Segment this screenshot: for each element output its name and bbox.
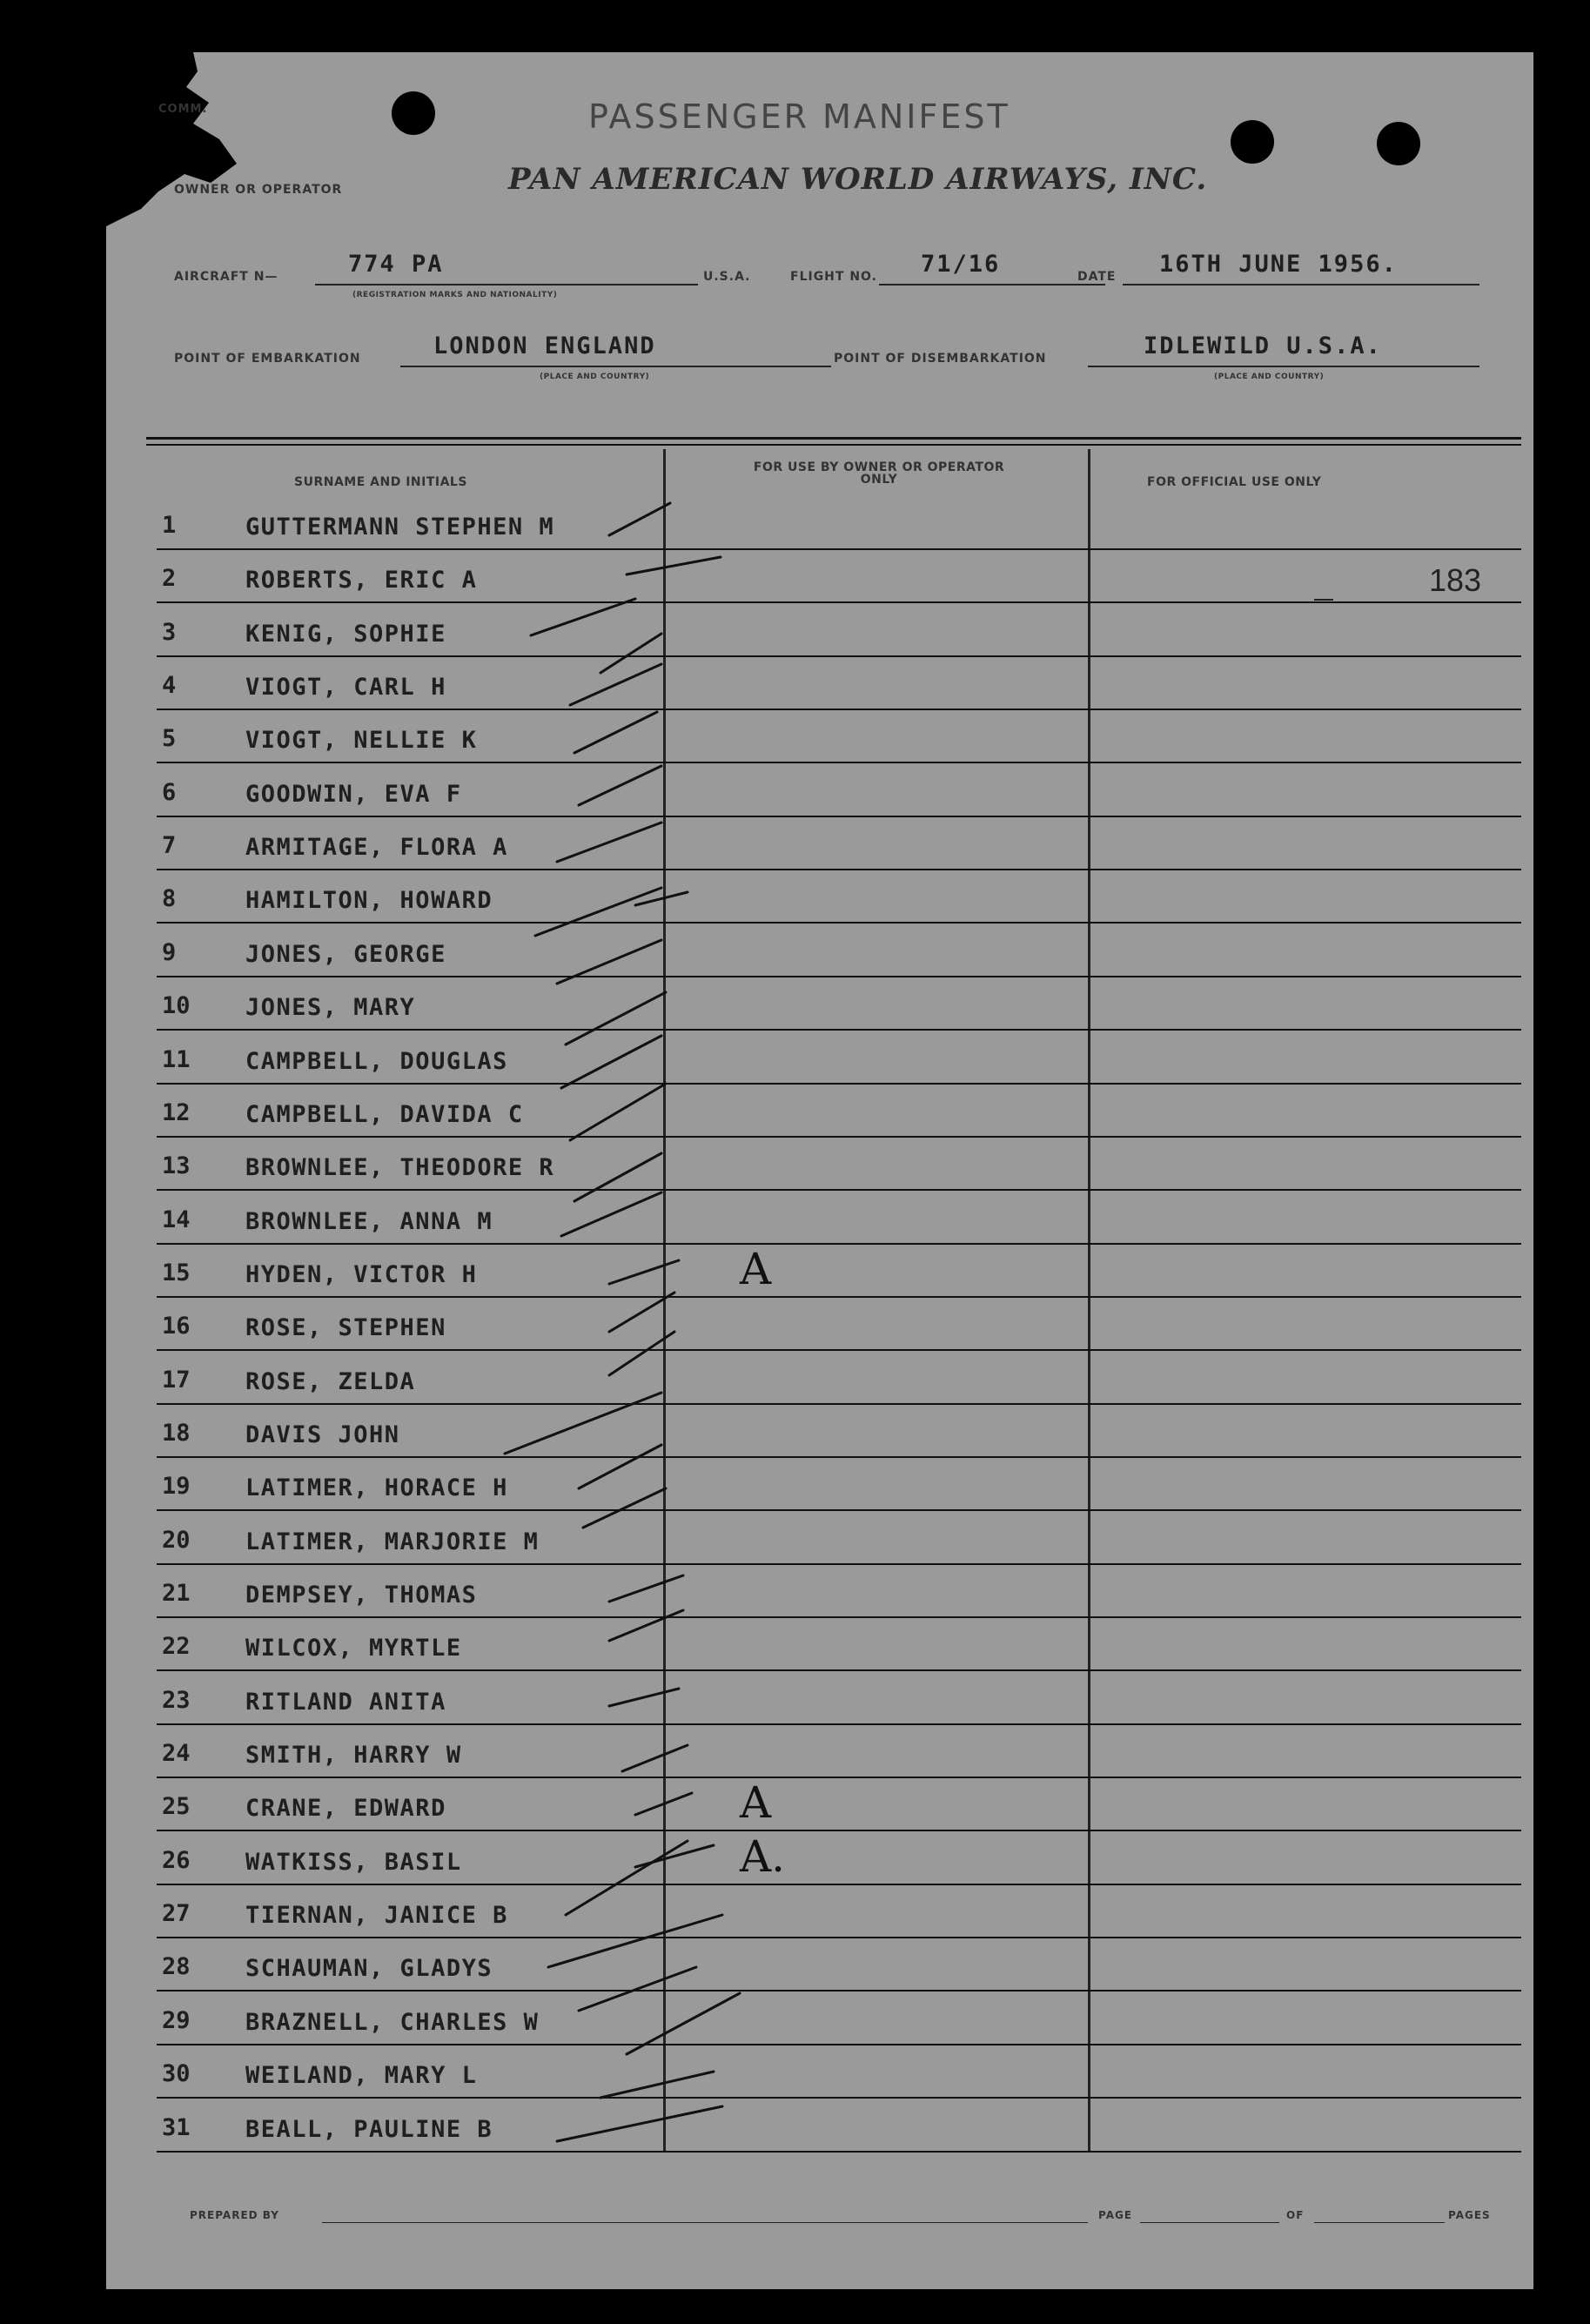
row-number: 17 [162,1366,191,1394]
disembark-place-note: (PLACE AND COUNTRY) [1214,373,1325,381]
row-number: 5 [162,725,177,753]
row-number: 28 [162,1953,191,1981]
of-label: OF [1286,2209,1305,2221]
passenger-name: GUTTERMANN STEPHEN M [245,514,555,541]
row-number: 9 [162,938,177,966]
passenger-name: CRANE, EDWARD [245,1795,446,1823]
row-number: 31 [162,2113,191,2141]
row-number: 16 [162,1313,191,1340]
embarkation-label: POINT OF EMBARKATION [174,352,361,366]
row-number: 27 [162,1900,191,1928]
row-number: 10 [162,992,191,1020]
passenger-name: CAMPBELL, DAVIDA C [245,1100,524,1128]
handwritten-mark: A [740,1777,772,1829]
row-number: 23 [162,1686,191,1714]
page-label: PAGE [1098,2209,1133,2221]
row-number: 24 [162,1740,191,1768]
row-number: 20 [162,1526,191,1554]
passenger-name: SCHAUMAN, GLADYS [245,1955,493,1983]
comm-label: COMM. [158,103,208,116]
row-number: 3 [162,618,177,646]
row-number: 13 [162,1152,191,1180]
passenger-name: VIOGT, NELLIE K [245,727,478,755]
column-header-owner-use: FOR USE BY OWNER OR OPERATOR ONLY [753,460,1005,487]
passenger-name: ROSE, ZELDA [245,1367,416,1395]
row-number: 30 [162,2060,191,2088]
page-title: PASSENGER MANIFEST [588,97,1010,136]
embark-place-note: (PLACE AND COUNTRY) [540,373,650,381]
passenger-name: BEALL, PAULINE B [245,2115,493,2143]
passenger-name: HYDEN, VICTOR H [245,1260,478,1288]
row-number: 4 [162,672,177,700]
passenger-name: GOODWIN, EVA F [245,780,462,808]
prepared-by-label: PREPARED BY [190,2209,279,2221]
passenger-name: WATKISS, BASIL [245,1848,462,1876]
passenger-name: BRAZNELL, CHARLES W [245,2008,540,2036]
usa-label: U.S.A. [703,270,751,284]
passenger-name: TIERNAN, JANICE B [245,1902,508,1930]
embarkation-value: LONDON ENGLAND [433,332,656,359]
passenger-name: RITLAND ANITA [245,1688,446,1716]
passenger-name: JONES, GEORGE [245,940,446,968]
passenger-name: HAMILTON, HOWARD [245,887,493,915]
row-number: 2 [162,565,177,593]
pages-label: PAGES [1448,2209,1491,2221]
handwritten-mark: A. [740,1830,786,1882]
row-number: 26 [162,1846,191,1874]
passenger-name: WEILAND, MARY L [245,2062,478,2090]
passenger-name: VIOGT, CARL H [245,674,446,702]
passenger-name: DAVIS JOHN [245,1421,400,1448]
passenger-name: CAMPBELL, DOUGLAS [245,1047,508,1075]
column-header-official-use: FOR OFFICIAL USE ONLY [1147,475,1322,489]
passenger-name: WILCOX, MYRTLE [245,1635,462,1662]
passenger-name: DEMPSEY, THOMAS [245,1582,478,1609]
row-number: 19 [162,1473,191,1501]
passenger-name: ROSE, STEPHEN [245,1314,446,1342]
row-number: 29 [162,2006,191,2034]
row-number: 8 [162,885,177,913]
aircraft-label: AIRCRAFT N— [174,270,278,284]
owner-label: OWNER OR OPERATOR [174,183,343,197]
row-number: 25 [162,1793,191,1821]
row-number: 11 [162,1045,191,1073]
passenger-name: ARMITAGE, FLORA A [245,834,508,862]
passenger-name: SMITH, HARRY W [245,1742,462,1770]
row-number: 21 [162,1580,191,1607]
row-number: 18 [162,1419,191,1447]
passenger-name: JONES, MARY [245,994,416,1022]
disembarkation-value: IDLEWILD U.S.A. [1144,332,1382,359]
registration-note: (REGISTRATION MARKS AND NATIONALITY) [352,291,558,299]
row-number: 12 [162,1098,191,1126]
flight-value: 71/16 [921,251,1001,278]
official-note: 183 [1429,562,1482,598]
disembarkation-label: POINT OF DISEMBARKATION [834,352,1047,366]
passenger-name: BROWNLEE, ANNA M [245,1207,493,1235]
passenger-name: BROWNLEE, THEODORE R [245,1154,555,1182]
passenger-name: LATIMER, HORACE H [245,1474,508,1502]
row-number: 15 [162,1259,191,1286]
passenger-name: KENIG, SOPHIE [245,620,446,648]
date-label: DATE [1077,270,1117,284]
company-name: PAN AMERICAN WORLD AIRWAYS, INC. [508,162,1208,197]
passenger-name: ROBERTS, ERIC A [245,567,478,594]
flight-label: FLIGHT NO. [790,270,877,284]
aircraft-value: 774 PA [348,251,444,278]
passenger-name: LATIMER, MARJORIE M [245,1528,540,1555]
date-value: 16TH JUNE 1956. [1159,251,1398,278]
row-number: 7 [162,832,177,860]
row-number: 22 [162,1633,191,1661]
row-number: 1 [162,512,177,539]
handwritten-mark: A [740,1243,772,1294]
column-header-names: SURNAME AND INITIALS [294,475,467,489]
row-number: 14 [162,1206,191,1233]
row-number: 6 [162,778,177,806]
